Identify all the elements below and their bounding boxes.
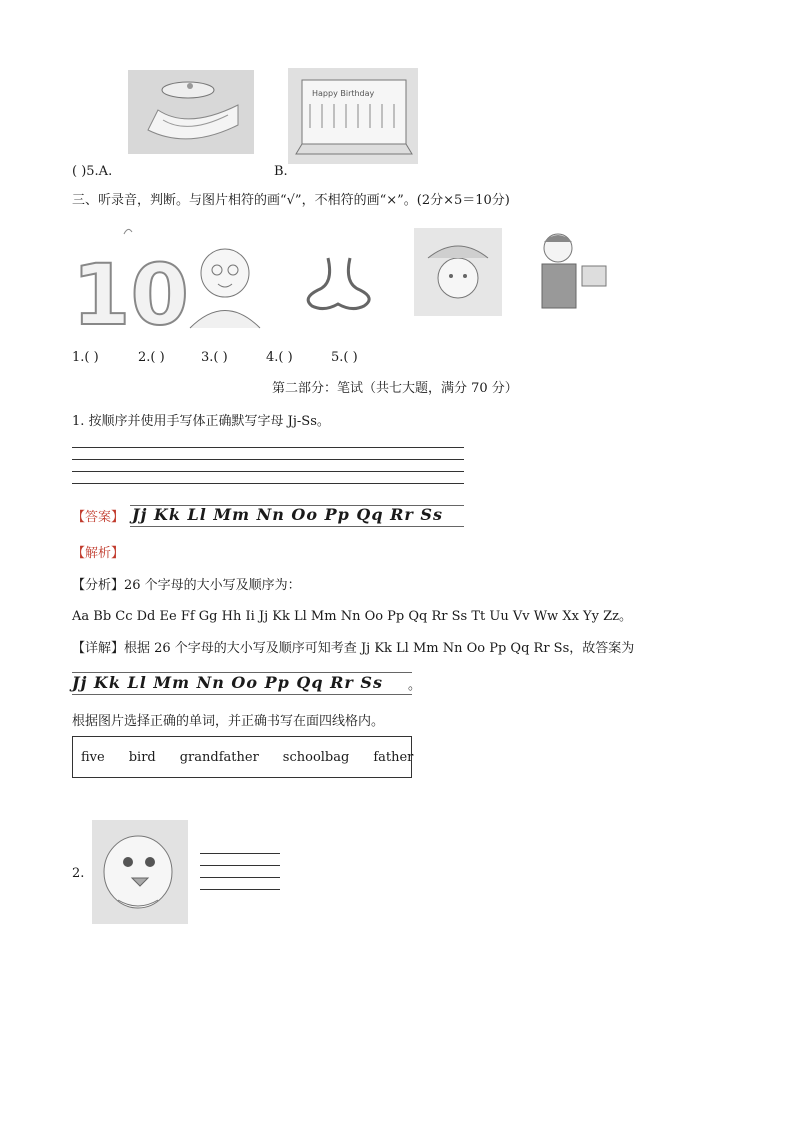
word-option: schoolbag bbox=[282, 749, 350, 765]
section-3-answer-4[interactable]: 4.( ) bbox=[266, 350, 293, 365]
q2-line-4[interactable] bbox=[200, 889, 280, 890]
svg-text:10: 10 bbox=[72, 246, 189, 344]
section-3-answer-3[interactable]: 3.( ) bbox=[201, 350, 228, 365]
section-3-answer-1[interactable]: 1.( ) bbox=[72, 350, 99, 365]
bird-image bbox=[92, 820, 188, 924]
teacher-image bbox=[528, 226, 610, 314]
question-5-label: ( )5.A. bbox=[72, 164, 113, 179]
nose-image bbox=[298, 254, 380, 314]
writing-line-1[interactable] bbox=[72, 447, 464, 448]
q2-line-2[interactable] bbox=[200, 865, 280, 866]
word-option: father bbox=[373, 749, 414, 765]
analysis-line: 【分析】26 个字母的大小写及顺序为： bbox=[72, 578, 301, 593]
analysis-tag: 【解析】 bbox=[72, 546, 125, 561]
detail-end: 。 bbox=[408, 678, 422, 693]
word-option: grandfather bbox=[179, 749, 259, 765]
writing-line-3[interactable] bbox=[72, 471, 464, 472]
cake-slice-image bbox=[128, 70, 254, 154]
alphabet-line: Aa Bb Cc Dd Ee Ff Gg Hh Ii Jj Kk Ll Mm Nn Oo Pp Qq Rr Ss Tt Uu Vv Ww Xx Yy Zz。 bbox=[72, 609, 632, 624]
q2-line-1[interactable] bbox=[200, 853, 280, 854]
section-3-answer-2[interactable]: 2.( ) bbox=[138, 350, 165, 365]
number-ten-image bbox=[72, 224, 189, 344]
boy-image bbox=[414, 228, 502, 316]
answer-line-bottom bbox=[130, 526, 464, 527]
q2-line-3[interactable] bbox=[200, 877, 280, 878]
writing-line-2[interactable] bbox=[72, 459, 464, 460]
words-section-title: 根据图片选择正确的单词，并正确书写在面四线格内。 bbox=[72, 714, 385, 729]
answer-script-letters: Jj Kk Ll Mm Nn Oo Pp Qq Rr Ss bbox=[132, 505, 443, 524]
birthday-cake-image bbox=[288, 68, 418, 164]
word-option: bird bbox=[128, 749, 156, 765]
question-2-label: 2. bbox=[72, 866, 85, 881]
answer-tag: 【答案】 bbox=[72, 510, 125, 525]
detail-line-bottom bbox=[72, 694, 412, 695]
section-3-title: 三、听录音，判断。与图片相符的画“√”，不相符的画“×”。(2分×5＝10分) bbox=[72, 193, 510, 208]
part-2-title: 第二部分：笔试（共七大题，满分 70 分） bbox=[272, 381, 518, 396]
word-options-box bbox=[72, 736, 412, 778]
detail-line: 【详解】根据 26 个字母的大小写及顺序可知考查 Jj Kk Ll Mm Nn Oo Pp Qq Rr Ss，故答案为 bbox=[72, 641, 635, 656]
grandfather-image bbox=[180, 238, 275, 330]
question-1-text: 1. 按顺序并使用手写体正确默写字母 Jj-Ss。 bbox=[72, 414, 330, 429]
word-option: five bbox=[81, 749, 105, 765]
section-3-answer-5[interactable]: 5.( ) bbox=[331, 350, 358, 365]
writing-line-4[interactable] bbox=[72, 483, 464, 484]
question-5-option-b: B. bbox=[274, 164, 288, 179]
svg-text:Happy Birthday: Happy Birthday bbox=[312, 89, 375, 98]
detail-script-letters: Jj Kk Ll Mm Nn Oo Pp Qq Rr Ss bbox=[72, 673, 383, 692]
